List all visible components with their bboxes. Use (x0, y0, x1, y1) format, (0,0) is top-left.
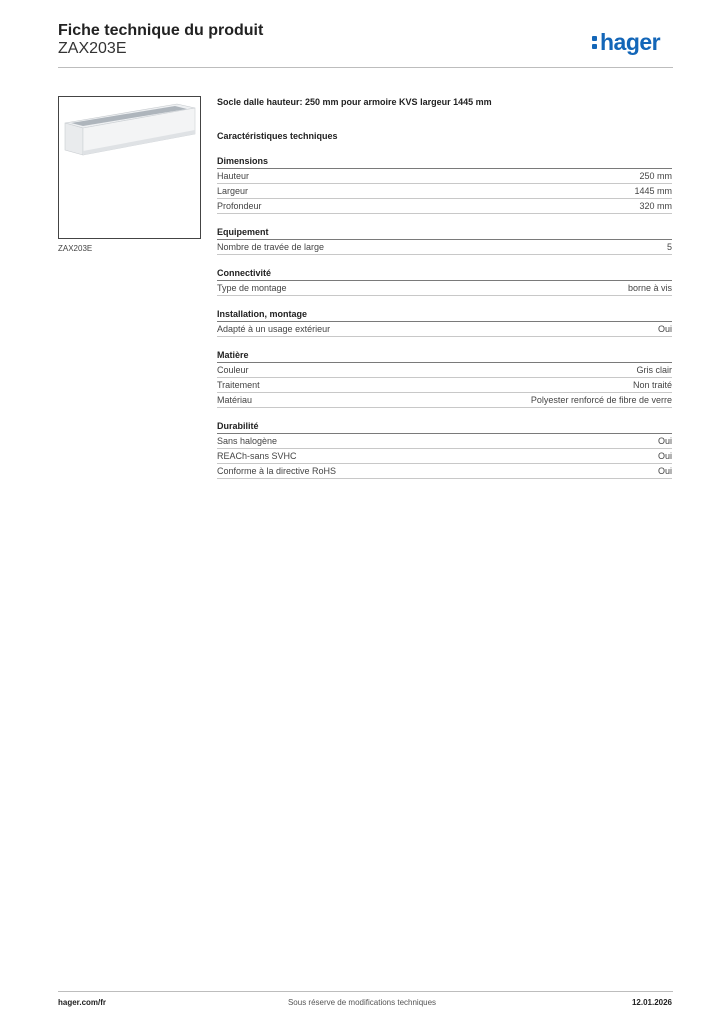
section-title: Matière (217, 349, 672, 363)
footer-website-link[interactable]: hager.com/fr (58, 998, 107, 1007)
product-reference: ZAX203E (58, 40, 127, 57)
product-image (58, 96, 201, 239)
spec-value: borne à vis (627, 283, 672, 293)
spec-value: 320 mm (639, 201, 672, 211)
spec-row (217, 449, 672, 464)
footer-notice: Sous réserve de modifications techniques (287, 998, 437, 1007)
spec-label: Profondeur (217, 201, 262, 211)
spec-section-durabilite (217, 420, 672, 479)
spec-label: Sans halogène (217, 436, 278, 446)
spec-label: Couleur (217, 365, 249, 375)
logo-text: hager (600, 29, 661, 55)
header-divider (58, 67, 673, 68)
spec-content (217, 96, 672, 479)
spec-value: Oui (657, 466, 672, 476)
spec-label: Traitement (217, 380, 260, 390)
spec-row (217, 363, 672, 378)
spec-section-equipement (217, 226, 672, 255)
spec-label: Type de montage (217, 283, 287, 293)
spec-row (217, 434, 672, 449)
spec-label: Hauteur (217, 171, 250, 181)
image-caption: ZAX203E (58, 244, 93, 253)
spec-row (217, 184, 672, 199)
spec-value: Oui (657, 436, 672, 446)
logo-mark-icon (592, 34, 598, 50)
product-plinth-image (59, 97, 200, 238)
footer-date: 12.01.2026 (631, 998, 672, 1007)
section-title: Installation, montage (217, 308, 672, 322)
spec-row (217, 199, 672, 214)
spec-label: Adapté à un usage extérieur (217, 324, 331, 334)
spec-label: Matériau (217, 395, 253, 405)
spec-row (217, 322, 672, 337)
spec-label: Nombre de travée de large (217, 242, 325, 252)
spec-label: REACh-sans SVHC (217, 451, 297, 461)
spec-section-connectivite (217, 267, 672, 296)
product-description: Socle dalle hauteur: 250 mm pour armoire KVS largeur 1445 mm (217, 97, 492, 107)
hager-logo[interactable] (592, 30, 660, 54)
spec-section-matiere (217, 349, 672, 408)
section-title: Connectivité (217, 267, 672, 281)
spec-row (217, 240, 672, 255)
section-title: Durabilité (217, 420, 672, 434)
spec-value: Polyester renforcé de fibre de verre (530, 395, 672, 405)
section-title: Dimensions (217, 155, 672, 169)
spec-value: Non traité (632, 380, 672, 390)
section-title: Equipement (217, 226, 672, 240)
footer-divider (58, 991, 673, 992)
spec-label: Largeur (217, 186, 249, 196)
spec-value: Gris clair (636, 365, 672, 375)
spec-value: 1445 mm (634, 186, 672, 196)
spec-value: 250 mm (639, 171, 672, 181)
spec-row (217, 464, 672, 479)
spec-section-installation (217, 308, 672, 337)
spec-row (217, 169, 672, 184)
spec-row (217, 393, 672, 408)
spec-section-dimensions (217, 155, 672, 214)
spec-value: 5 (666, 242, 672, 252)
specs-heading: Caractéristiques techniques (217, 131, 338, 141)
spec-row (217, 378, 672, 393)
spec-row (217, 281, 672, 296)
spec-value: Oui (657, 451, 672, 461)
page-title: Fiche technique du produit (58, 22, 264, 39)
spec-value: Oui (657, 324, 672, 334)
spec-label: Conforme à la directive RoHS (217, 466, 337, 476)
